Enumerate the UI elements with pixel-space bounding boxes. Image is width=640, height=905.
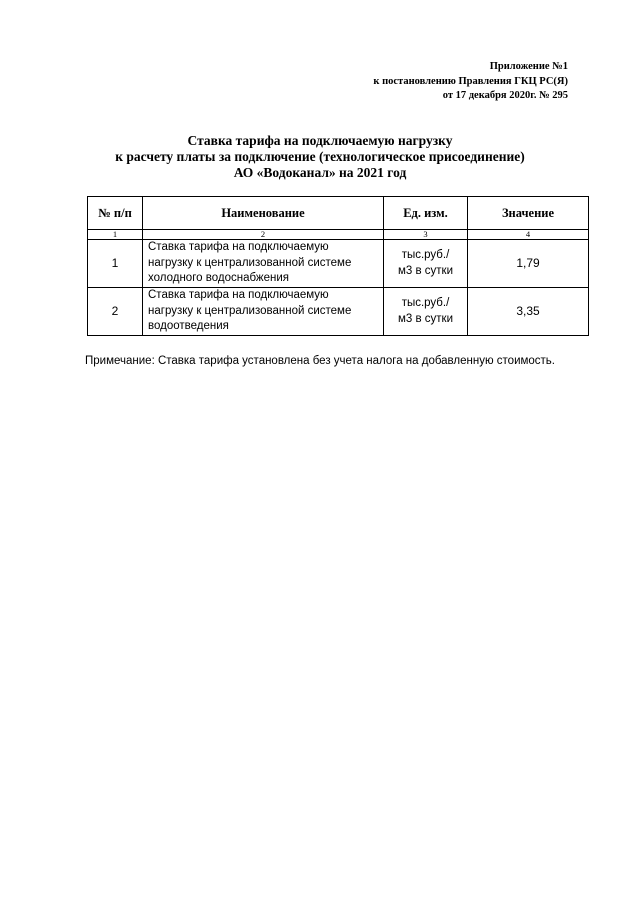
title-line-3: АО «Водоканал» на 2021 год <box>233 165 407 180</box>
header-name: Наименование <box>143 197 384 230</box>
row-unit-line: тыс.руб./ <box>401 297 450 309</box>
row-number: 1 <box>88 240 143 288</box>
row-value: 3,35 <box>468 288 589 336</box>
column-index: 4 <box>468 230 589 240</box>
row-name-line: Ставка тарифа на подключаемую <box>148 241 329 254</box>
row-unit-line: м3 в сутки <box>397 264 454 277</box>
column-index-row <box>88 230 589 240</box>
column-index: 1 <box>88 230 143 240</box>
row-name-line: водоотведения <box>148 320 229 333</box>
row-unit-line: тыс.руб./ <box>401 249 450 261</box>
appendix-reference <box>373 60 568 104</box>
row-name-line: нагрузку к централизованной системе <box>148 304 352 317</box>
row-name <box>143 288 384 336</box>
row-unit <box>384 240 468 288</box>
table-row <box>88 240 589 288</box>
column-index: 3 <box>384 230 468 240</box>
tax-note: Примечание: Ставка тарифа установлена без учета налога на добавленную стоимость. <box>85 355 555 367</box>
document-title <box>0 133 640 181</box>
row-unit-line: м3 в сутки <box>397 312 454 325</box>
header-value: Значение <box>468 197 589 230</box>
appendix-date: от 17 декабря 2020г. № 295 <box>442 90 568 101</box>
title-line-2: к расчету платы за подключение (технологическое присоединение) <box>115 149 525 164</box>
appendix-resolution: к постановлению Правления ГКЦ РС(Я) <box>373 75 568 87</box>
header-unit: Ед. изм. <box>384 197 468 230</box>
row-name-line: Ставка тарифа на подключаемую <box>148 289 329 302</box>
row-value: 1,79 <box>468 240 589 288</box>
column-index: 2 <box>143 230 384 240</box>
table-row <box>88 288 589 336</box>
row-name <box>143 240 384 288</box>
row-number: 2 <box>88 288 143 336</box>
row-unit <box>384 288 468 336</box>
title-line-1: Ставка тарифа на подключаемую нагрузку <box>187 133 453 148</box>
appendix-number: Приложение №1 <box>489 61 568 72</box>
row-name-line: нагрузку к централизованной системе <box>148 256 352 269</box>
tariff-table <box>87 196 589 336</box>
header-number: № п/п <box>88 197 143 230</box>
table-header-row <box>88 197 589 230</box>
row-name-line: холодного водоснабжения <box>148 272 290 285</box>
